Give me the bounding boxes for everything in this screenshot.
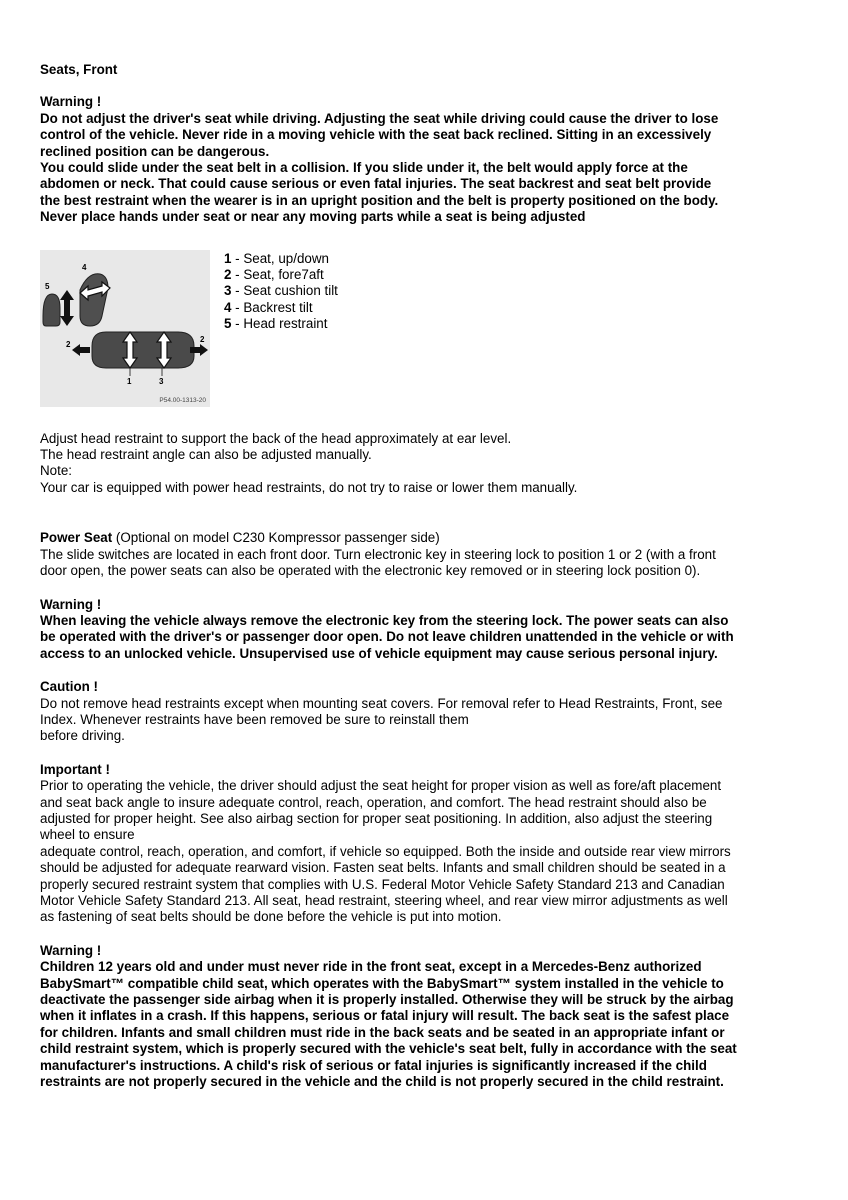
legend-item: 5 - Head restraint: [224, 316, 328, 332]
figure-code: P54.00-1313-20: [159, 396, 206, 404]
warning-seat-adjust: [40, 94, 810, 225]
body-line: Do not remove head restraints except when mounting seat covers. For removal refer to Head Restraints, Front, see: [40, 695, 723, 711]
body-line: The slide switches are located in each front door. Turn electronic key in steering lock to position 1 or 2 (with a front: [40, 546, 716, 562]
important-heading: Important !: [40, 761, 110, 777]
seat-cushion-switch-shape: [92, 332, 194, 368]
power-seat-section: [40, 530, 810, 579]
body-line: Adjust head restraint to support the back of the head approximately at ear level.: [40, 430, 512, 446]
warning-line: child restraint system, which is properly secured with the vehicle's seat belt, fully in accordance with the seat: [40, 1041, 737, 1057]
figure-label-4: 4: [82, 262, 87, 272]
warning-heading: Warning !: [40, 596, 102, 612]
body-line: properly secured restraint system that complies with U.S. Federal Motor Vehicle Safety Standard 213 and Canadian: [40, 876, 725, 892]
head-restraint-arrow-icon: [60, 290, 74, 326]
warning-line: Never place hands under seat or near any moving parts while a seat is being adjusted: [40, 209, 586, 225]
body-line: Motor Vehicle Safety Standard 213. All seat, head restraint, steering wheel, and rear view mirror adjustments as well: [40, 893, 728, 908]
warning-electronic-key: [40, 597, 810, 663]
body-line: Index. Whenever restraints have been removed be sure to reinstall them: [40, 711, 469, 727]
seat-controls-figure-row: [40, 250, 810, 407]
figure-label-3: 3: [159, 376, 164, 386]
important-section: [40, 762, 810, 926]
warning-line: manufacturer's instructions. A child's risk of serious or fatal injuries is significantly increased if the child: [40, 1057, 707, 1073]
seat-switch-illustration: [40, 250, 210, 407]
body-line: The head restraint angle can also be adjusted manually.: [40, 447, 372, 463]
warning-heading: Warning !: [40, 94, 102, 110]
body-line: door open, the power seats can also be operated with the electronic key removed or in steering lock position 0).: [40, 563, 701, 579]
note-label: Note:: [40, 463, 73, 479]
body-line: adequate control, reach, operation, and comfort, if vehicle so equipped. Both the inside and outside rear view mirrors: [40, 843, 731, 859]
figure-label-1: 1: [127, 376, 132, 386]
warning-line: You could slide under the seat belt in a collision. If you slide under it, the belt would apply force at the: [40, 160, 688, 176]
power-seat-heading-note: (Optional on model C230 Kompressor passenger side): [112, 530, 440, 546]
body-line: and seat back angle to insure adequate control, reach, operation, and comfort. The head restraint should also be: [40, 794, 707, 810]
warning-line: reclined position can be dangerous.: [40, 143, 270, 159]
body-line: wheel to ensure: [40, 827, 135, 843]
warning-line: deactivate the passenger side airbag when it is properly installed. Otherwise they will be struck by the airbag: [40, 992, 734, 1008]
seat-fore-arrow-icon: [72, 344, 90, 356]
figure-label-2-left: 2: [66, 339, 71, 349]
body-line: before driving.: [40, 728, 125, 744]
warning-line: When leaving the vehicle always remove the electronic key from the steering lock. The power seats can also: [40, 612, 729, 628]
power-seat-heading: Power Seat: [40, 530, 113, 546]
body-line: as fastening of seat belts should be done before the vehicle is put into motion.: [40, 909, 502, 925]
warning-line: when it inflates in a crash. If this happens, serious or fatal injury will result. The back seat is the safest place: [40, 1008, 730, 1024]
body-line: adjusted for proper height. See also airbag section for proper seat positioning. In addition, also adjust the steering: [40, 810, 713, 826]
warning-line: access to an unlocked vehicle. Unsupervised use of vehicle equipment may cause serious personal injury.: [40, 645, 718, 661]
page-title: Seats, Front: [40, 62, 118, 77]
legend-item: 2 - Seat, fore7aft: [224, 267, 324, 283]
warning-line: for children. Infants and small children must ride in the back seats and be seated in an appropriate infant or: [40, 1024, 725, 1040]
warning-line: Children 12 years old and under must never ride in the front seat, except in a Mercedes-Benz authorized: [40, 959, 702, 975]
head-restraint-section: [40, 431, 810, 497]
figure-legend: [224, 251, 338, 333]
warning-line: be operated with the driver's or passenger door open. Do not leave children unattended in the vehicle or with: [40, 629, 734, 645]
warning-heading: Warning !: [40, 942, 102, 958]
warning-line: BabySmart™ compatible child seat, which operates with the BabySmart™ system installed in the vehicle to: [40, 975, 724, 991]
body-line: Prior to operating the vehicle, the driver should adjust the seat height for proper vision as well as fore/aft placement: [40, 778, 722, 794]
body-line: Your car is equipped with power head restraints, do not try to raise or lower them manually.: [40, 479, 578, 495]
legend-item: 4 - Backrest tilt: [224, 299, 313, 315]
head-restraint-switch-shape: [43, 294, 60, 326]
body-line: should be adjusted for adequate rearward vision. Fasten seat belts. Infants and small children should be seated in a: [40, 860, 726, 876]
warning-line: the best restraint when the wearer is in an upright position and the belt is property positioned on the body.: [40, 192, 719, 208]
figure-label-5: 5: [45, 281, 50, 291]
warning-line: restraints are not properly secured in the vehicle and the child is not properly secured in the child restraint.: [40, 1074, 724, 1090]
backrest-switch-shape: [80, 273, 108, 325]
caution-heading: Caution !: [40, 679, 99, 695]
legend-item: 3 - Seat cushion tilt: [224, 283, 338, 299]
warning-line: Do not adjust the driver's seat while driving. Adjusting the seat while driving could cause the driver to lose: [40, 110, 719, 126]
power-seat-heading-line: [40, 530, 810, 546]
document-page: [40, 62, 810, 1090]
figure-label-2-right: 2: [200, 334, 205, 344]
warning-children: [40, 943, 810, 1091]
warning-line: abdomen or neck. That could cause serious or even fatal injuries. The seat backrest and seat belt provide: [40, 176, 712, 192]
caution-section: [40, 679, 810, 745]
legend-item: 1 - Seat, up/down: [224, 250, 329, 266]
warning-line: control of the vehicle. Never ride in a moving vehicle with the seat back reclined. Sitting in an excessively: [40, 127, 712, 143]
